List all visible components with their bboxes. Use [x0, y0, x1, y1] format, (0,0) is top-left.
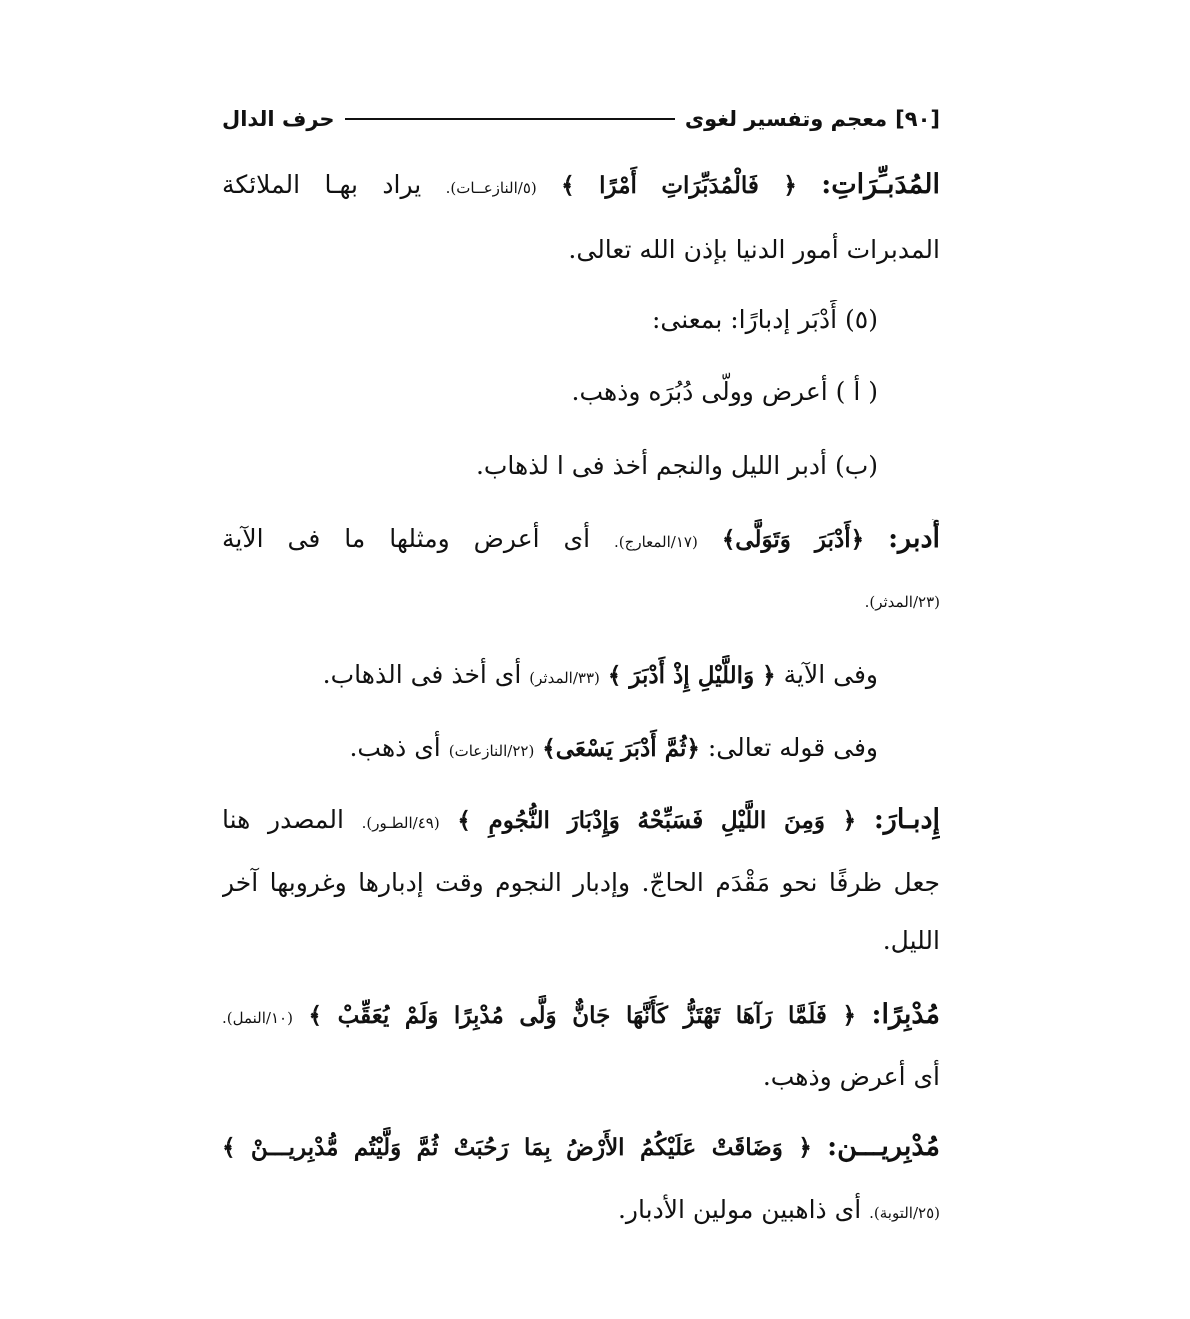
- page-header: [222, 102, 940, 136]
- entry-text: أى أعرض ومثلها ما فى الآية: [222, 524, 591, 553]
- entry-continuation: [222, 1190, 940, 1233]
- verse-reference: (٢٢/النازعات): [448, 742, 535, 760]
- entry-mudbiran-line: [222, 995, 940, 1038]
- quran-verse: ﴿ وَمِنَ اللَّيْلِ فَسَبِّحْهُ وَإِدْبَارَ النُّجُومِ ﴾: [457, 807, 857, 834]
- entry-term: مُدْبِرًا:: [871, 999, 940, 1030]
- verse-reference: (٢٥/التوبة).: [869, 1204, 940, 1222]
- entry-continuation: [222, 1057, 940, 1097]
- verse-example-line: [222, 655, 940, 698]
- quran-verse: ﴿ وَاللَّيْلِ إِذْ أَدْبَرَ ﴾: [607, 662, 776, 689]
- verse-reference: (٣٣/المدثر): [529, 669, 600, 687]
- entry-text: أى أعرض وذهب.: [762, 1062, 940, 1091]
- entry-text: وفى الآية: [783, 660, 878, 689]
- header-rule: [345, 118, 675, 120]
- entry-text: جعل ظرفًا نحو مَقْدَم الحاجّ. وإدبار النجوم وقت إدبارها وغروبها آخر: [222, 868, 940, 897]
- quran-verse: ﴿أَدْبَرَ وَتَوَلَّى﴾: [721, 526, 865, 553]
- entry-mudabbirat-line: [222, 165, 940, 208]
- quran-verse: ﴿ فَالْمُدَبِّرَاتِ أَمْرًا ﴾: [561, 172, 797, 199]
- entry-text: أى أخذ فى الذهاب.: [322, 660, 522, 689]
- verse-reference: (٤٩/الطـور).: [361, 814, 440, 832]
- quran-verse: ﴿ثُمَّ أَدْبَرَ يَسْعَى﴾: [542, 735, 700, 762]
- entry-text: المدبرات أمور الدنيا بإذن الله تعالى.: [568, 235, 940, 264]
- entry-text: الليل.: [882, 926, 940, 955]
- entry-continuation: [222, 588, 940, 616]
- entry-text: أى ذاهبين مولين الأدبار.: [617, 1195, 862, 1224]
- entry-term: مُدْبِريـــن:: [827, 1131, 940, 1162]
- entry-continuation: [222, 863, 940, 903]
- book-title: معجم وتفسير لغوى: [684, 107, 888, 131]
- quran-verse: ﴿ فَلَمَّا رَآهَا تَهْتَزُّ كَأَنَّهَا جَانٌّ وَلَّى مُدْبِرًا وَلَمْ يُعَقِّبْ ﴾: [308, 1002, 856, 1029]
- entry-term: المُدَبـِّرَاتِ:: [821, 169, 940, 200]
- entry-continuation: [222, 921, 940, 961]
- verse-reference: (١٧/المعارج).: [614, 533, 698, 551]
- verse-example-line: [222, 728, 940, 771]
- verse-reference: (٥/النازعــات).: [445, 179, 537, 197]
- sense-b: [222, 446, 940, 486]
- entry-continuation: [222, 230, 940, 270]
- entry-text: (ب) أدبر الليل والنجم أخذ فى ا لذهاب.: [475, 451, 878, 480]
- entry-term: أَدبر:: [888, 523, 940, 554]
- verse-reference: (١٠/النمل).: [222, 1009, 293, 1027]
- entry-text: وفى قوله تعالى:: [707, 733, 878, 762]
- entry-term: إِدبـارَ:: [873, 804, 940, 835]
- entry-adbar-line: [222, 519, 940, 562]
- sense-a: [222, 372, 940, 412]
- entry-text: أى ذهب.: [349, 733, 441, 762]
- entry-text: ( أ ) أعرض وولّى دُبُرَه وذهب.: [571, 377, 878, 406]
- page-number: [٩٠]: [895, 107, 940, 131]
- entry-text: (٥) أَدْبَر إدبارًا: بمعنى:: [652, 305, 878, 334]
- entry-text: المصدر هنا: [222, 805, 344, 834]
- root-heading: [222, 300, 940, 340]
- entry-mudbirin-line: [222, 1127, 940, 1168]
- chapter-title: حرف الدال: [222, 107, 335, 131]
- entry-text: يراد بهـا الملائكة: [222, 170, 422, 199]
- entry-idbar-line: [222, 800, 940, 843]
- verse-reference: (٢٣/المدثر).: [864, 593, 940, 611]
- quran-verse: ﴿ وَضَاقَتْ عَلَيْكُمُ الأَرْضُ بِمَا رَحُبَتْ ثُمَّ وَلَّيْتُم مُّدْبِريـــنْ ﴾: [222, 1134, 812, 1161]
